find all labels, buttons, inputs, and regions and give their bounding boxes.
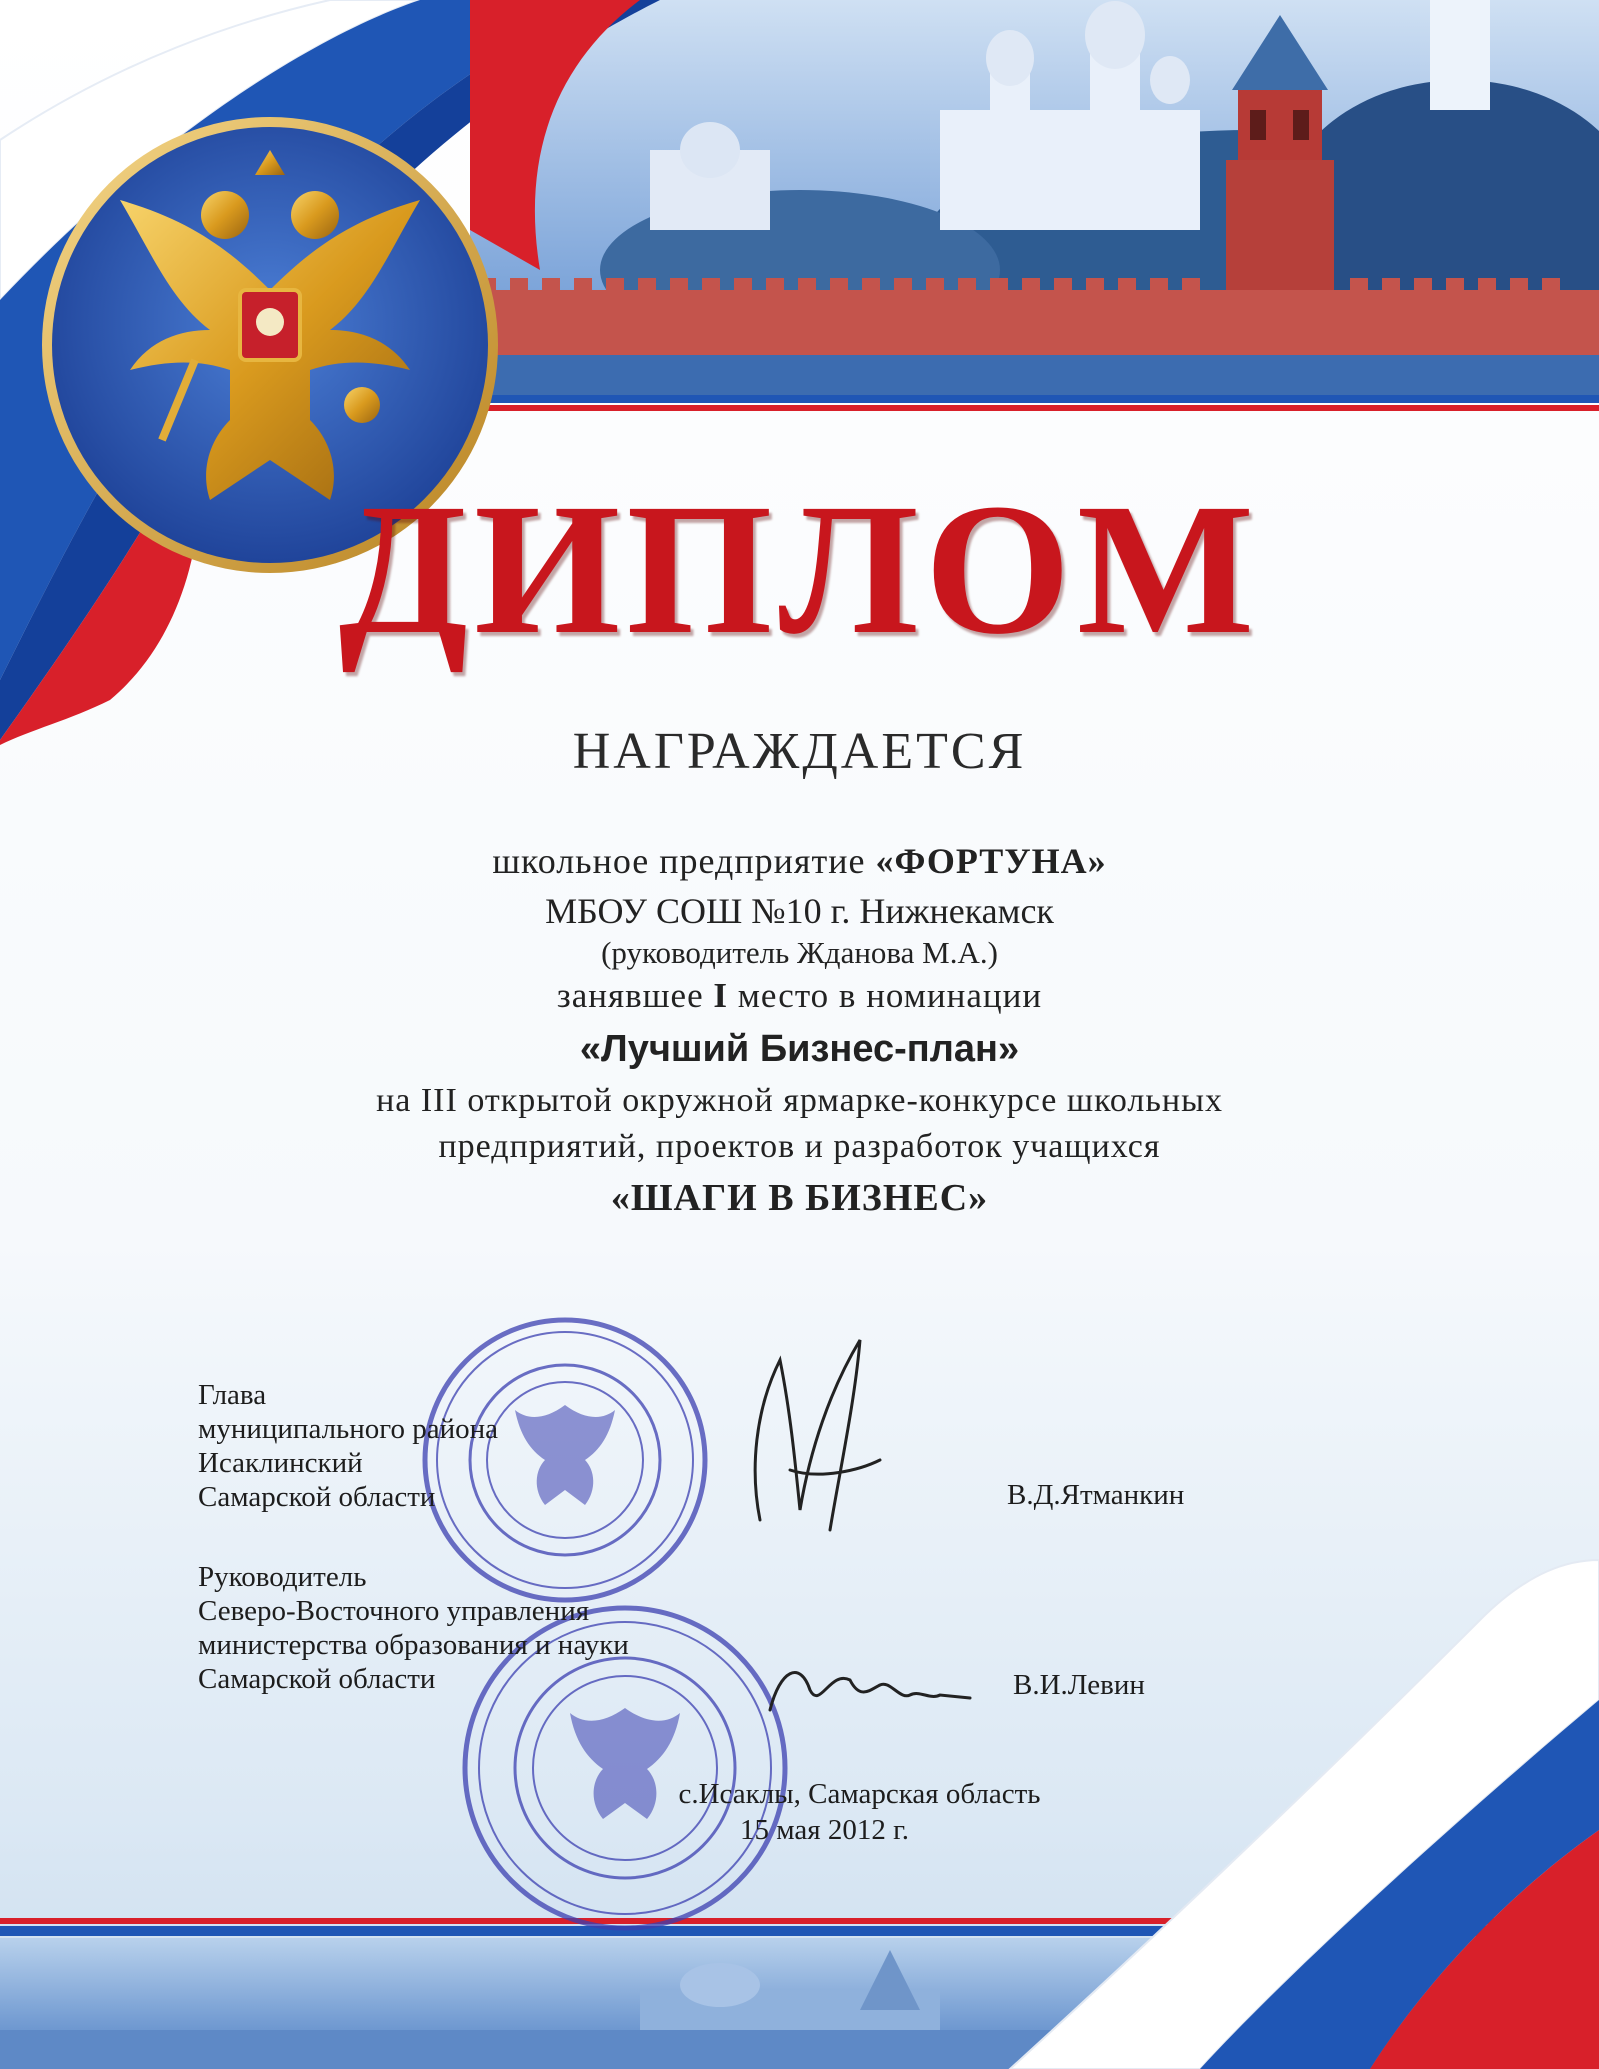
top-stripe-blue	[380, 395, 1599, 403]
signature-1	[720, 1320, 900, 1550]
place-prefix: занявшее	[556, 976, 714, 1015]
signatory-2-line: Северо-Восточного управления	[198, 1595, 590, 1627]
recipient-name: «ФОРТУНА»	[875, 841, 1107, 881]
place-number: I	[713, 976, 728, 1015]
signatory-1-line: Самарской области	[198, 1481, 436, 1513]
event-description-line-1: на III открытой окружной ярмарке-конкурсе школьных	[376, 1082, 1223, 1119]
signatory-2-line: министерства образования и науки	[198, 1629, 629, 1661]
awarded-heading: НАГРАЖДАЕТСЯ	[572, 723, 1027, 780]
event-description-line-2: предприятий, проектов и разработок учащихся	[438, 1128, 1161, 1165]
issue-date: 15 мая 2012 г.	[740, 1814, 909, 1846]
school-line: МБОУ СОШ №10 г. Нижнекамск	[545, 891, 1054, 931]
signatory-2-line: Руководитель	[198, 1561, 367, 1593]
supervisor-line: (руководитель Жданова М.А.)	[601, 935, 998, 970]
signatory-2-title	[198, 1560, 629, 1696]
kremlin-panorama-top	[470, 0, 1599, 395]
issue-location: с.Исаклы, Самарская область	[678, 1778, 1041, 1810]
signatory-1-line: Исаклинский	[198, 1447, 363, 1479]
signatory-1-line: муниципального района	[198, 1413, 498, 1445]
recipient-line	[0, 840, 1599, 882]
event-title: «ШАГИ В БИЗНЕС»	[610, 1177, 989, 1219]
signatory-2-line: Самарской области	[198, 1663, 436, 1695]
recipient-prefix: школьное предприятие	[492, 841, 876, 881]
signature-2	[760, 1650, 980, 1730]
diploma-title: ДИПЛОМ	[338, 464, 1261, 673]
top-stripe-red	[380, 405, 1599, 411]
signatory-1-line: Глава	[198, 1379, 267, 1411]
place-line	[0, 976, 1599, 1016]
signatory-1-name: В.Д.Ятманкин	[1007, 1479, 1185, 1511]
nomination-title: «Лучший Бизнес-план»	[579, 1028, 1020, 1070]
signatory-1-title	[198, 1378, 498, 1514]
place-suffix: место в номинации	[728, 976, 1043, 1015]
signatory-2-name: В.И.Левин	[1013, 1669, 1145, 1701]
